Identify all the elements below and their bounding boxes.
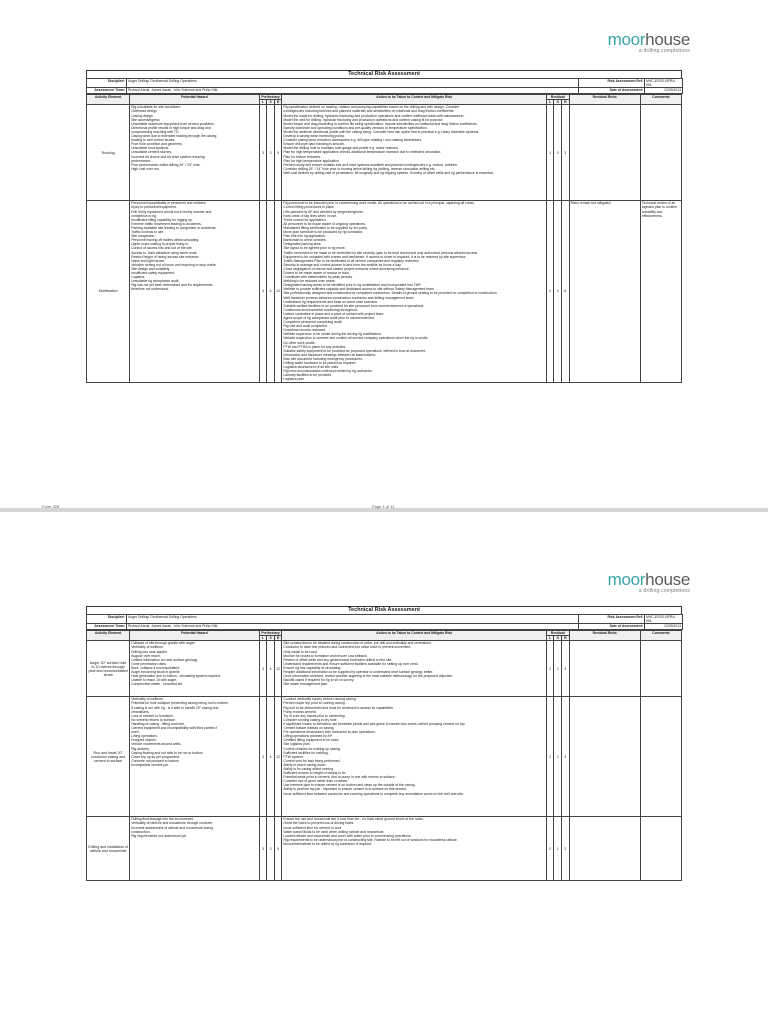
action-line: Liaison committee in place and a point of contact with project team. xyxy=(283,311,385,316)
hazard-line: Rig delivery. xyxy=(131,746,150,751)
hazard-line: Gone penetration rates. xyxy=(131,661,167,666)
hazard-line: Cement equipment and incompatibility with third parties if xyxy=(131,726,217,731)
action-line: Model the wellbore directional profile with the casing string. Consider best risk option that is practical e.g. rotary steerable systems. xyxy=(283,129,480,134)
date-value: 12/09/2013 xyxy=(645,88,683,94)
action-line: Logistics plan. xyxy=(283,377,305,382)
action-cell xyxy=(282,105,547,201)
team-value: Richard Aarde, James Aarde, John Soleman and Philip Gilk xyxy=(127,88,579,94)
action-line: Pre operations discussions with contractor to plan operations. xyxy=(283,730,376,735)
action-line: Water based fluids to be used when drilling rathole and mousehole. xyxy=(283,829,385,834)
logo-tagline: a drilling.completions xyxy=(638,48,690,54)
action-line: Plan for friction reducers. xyxy=(283,154,322,159)
hazard-cell xyxy=(130,105,260,201)
action-line: Loaded rathole and mousehole and cover with water prior to commencing operations. xyxy=(283,833,412,838)
action-line: Pump excess cement. xyxy=(283,709,317,714)
action-line: All personnel to be made aware of ongoing operations. xyxy=(283,221,366,226)
action-line: Plan rifle into rig application. xyxy=(283,234,326,239)
action-line: Consider use of grout rather than concrete. xyxy=(283,779,349,784)
col-s: S xyxy=(554,636,562,641)
action-line: Develop a casing wear monitoring policy. xyxy=(283,134,345,139)
sheet-title: Technical Risk Assessment xyxy=(86,606,682,614)
action-line: Conduct verticality survey before running casing. xyxy=(283,697,357,702)
residual-r: 2 xyxy=(562,817,570,881)
col-r: R xyxy=(562,636,570,641)
action-line: Conductor to have line reduced and connected into cellar base to prevent movement. xyxy=(283,645,412,650)
hazard-line: centralisers. xyxy=(131,709,150,714)
col-s: S xyxy=(554,100,562,105)
col-hazard: Potential Hazard xyxy=(130,95,260,105)
hazard-line: Noise and light issues. xyxy=(131,258,166,263)
hazard-line: Drilling fluid leakage into the environment. xyxy=(131,817,195,822)
hazard-line: Casing wear due to extended reading through the casing xyxy=(131,134,217,139)
hazard-cell xyxy=(130,641,260,697)
action-line: Sufficient facilities for welding. xyxy=(283,750,329,755)
action-line: Site logistics plan. xyxy=(283,742,311,747)
page-1 xyxy=(0,0,768,508)
logo-brand-b: house xyxy=(645,570,690,589)
action-line: Designated hauling areas to be identified prior to rig mobilisation and incorporated into TMP. xyxy=(283,283,422,288)
hazard-line: Verticality of rat/hole and mousehole through concrete. xyxy=(131,821,214,826)
col-r: R xyxy=(562,100,570,105)
action-line: Well cost defined by drilling rate of penetration, bit longevity and rig tripping speeds. Scrutiny of offset wells and rig performance is essential. xyxy=(283,170,494,175)
prelim-s: 3 xyxy=(267,817,275,881)
logo-brand-a: moor xyxy=(607,30,646,49)
action-line: Ensure the use and mousehole are a cost than 4m - no thick stone ground levels of the rocks. xyxy=(283,817,424,822)
hazard-line: Incorrect assessment of rathole and mousehole during xyxy=(131,825,213,830)
residual-risks-cell xyxy=(569,697,640,817)
comments-cell xyxy=(640,105,681,201)
risk-sheet-2 xyxy=(86,606,682,881)
action-line: Designated parking area. xyxy=(283,242,322,247)
action-line: Competent personnel completing audit. xyxy=(283,320,343,325)
ref-value: MHC-ESSO-BPRA-001 xyxy=(645,615,683,624)
hazard-line: If casing is run with rig - is it able to handle 20" casing and xyxy=(131,705,219,710)
logo-brand-b: house xyxy=(645,30,690,49)
hazard-line: Handling of casing - lifting and men. xyxy=(131,721,186,726)
col-prelim: Preliminary xyxy=(259,631,282,636)
action-line: Ability to fix casing whilst running. xyxy=(283,766,334,771)
hazard-line: Concrete not pumped to bottom xyxy=(131,758,179,763)
action-line: Ensure drill pipe hard banding is smooth. xyxy=(283,142,345,147)
hazard-line: Upper mast rotating to proper fixing in. xyxy=(131,242,189,247)
action-line: Model the loads for drilling, hydraulic fracturing and production operations and confirm wellhead loads with manufacturer. xyxy=(283,113,465,118)
date-label: Date of Assessment: xyxy=(579,624,645,630)
action-line: Agree scope of rig acceptance audit prior to commencement. xyxy=(283,316,376,320)
residual-r: 4 xyxy=(562,641,570,697)
col-r: R xyxy=(274,100,282,105)
moorhouse-logo xyxy=(608,572,690,594)
action-line: Rig surf to be determined and must be reviewed to assess its capabilities. xyxy=(283,705,394,710)
col-s: S xyxy=(267,636,275,641)
hazard-line: Verticality of wellbore. xyxy=(131,697,164,702)
hazard-line: Limited information on near surface geology. xyxy=(131,657,198,662)
action-line: Plan for high temperature application. xyxy=(283,158,340,163)
residual-s: 2 xyxy=(554,697,562,817)
action-line: Consider casing wear reduction accessories e.g. drill pipe rotating / non rotating centralisers. xyxy=(283,138,423,143)
residual-risks-cell xyxy=(569,105,640,201)
hazard-line: Insufficient lifting capability for rigging up. xyxy=(131,217,193,222)
activity-cell: Rocking xyxy=(87,105,130,201)
hazard-line: Site design and suitability. xyxy=(131,266,171,271)
action-line: Ensure rig has capability of circulating. xyxy=(283,665,342,670)
hazard-cell xyxy=(130,201,260,382)
ref-label: Risk Assessment Ref: xyxy=(579,79,645,88)
action-line: Lifts planned by AP and directed by sergent/engineer. xyxy=(283,209,364,214)
action-line: Coordinate with stakeholders by peak periods. xyxy=(283,275,353,280)
hazard-line: performance. xyxy=(131,158,152,163)
action-line: Mousehole/rathole to be drilled by rig contractor if required. xyxy=(283,841,372,846)
action-cell xyxy=(282,641,547,697)
risk-sheet-1 xyxy=(86,70,682,383)
action-line: Model the well for drilling, hydraulic fracturing and production operations and confirm casing fit for purpose. xyxy=(283,117,444,122)
action-line: Move plan schedule to be produced by rig contractor. xyxy=(283,230,364,235)
action-line: Consider running casing in dry hole. xyxy=(283,717,338,722)
col-l: L xyxy=(259,636,267,641)
col-actions: Action to be Taken to Control and Mitigate Risk xyxy=(282,631,547,641)
prelim-s: 4 xyxy=(267,201,275,382)
logo-brand-a: moor xyxy=(607,570,646,589)
action-line: Close segregation of rescue and station project entrance where accessing entrance. xyxy=(283,266,410,271)
action-line: If significant losses to formation use bentonite pends and pea grave to handle loss zones, before pumping cement on top. xyxy=(283,721,466,726)
hazard-line: Overhead design xyxy=(131,109,158,114)
action-line: Security to manage and control access to and from the wellsite as hours a day. xyxy=(283,262,402,267)
team-value: Richard Aarde, James Aarde, John Soleman and Philip Gilk xyxy=(127,624,579,630)
hazard-line: Poor performance whilst drilling 26" / 24" hole. xyxy=(131,162,201,167)
hazard-line: Rig unsuitable for site conditions: xyxy=(131,105,181,110)
action-line: Ability to reach casing down. xyxy=(283,762,327,767)
residual-s: 3 xyxy=(554,105,562,201)
action-line: Correct lifting procedures in place. xyxy=(283,205,335,210)
hazard-line: Auger becoming stuck in granite. xyxy=(131,670,181,675)
hazard-line: Unsuitable mud systems. xyxy=(131,146,170,151)
discipline-value: Auger Drilling/ Geothermal Drilling Operations xyxy=(127,615,579,624)
action-line: Correct vent for task being performed. xyxy=(283,758,341,763)
activity-cell: Drilling and installation of rathole and mousehole xyxy=(87,817,130,881)
col-actions: Action to be Taken to Control and Mitigate Risk xyxy=(282,95,547,105)
activity-cell: Auger 30" surface hole to 10 metres through peat and unconsolidated strata xyxy=(87,641,130,697)
col-s: S xyxy=(267,100,275,105)
prelim-s: 4 xyxy=(267,697,275,817)
col-l: L xyxy=(546,100,554,105)
prelim-r: 12 xyxy=(274,201,282,382)
hazard-line: Control of access into and out of the site. xyxy=(131,246,193,251)
hazard-line: Unsuitable cement slurries. xyxy=(131,150,173,155)
logo-tagline: a drilling.completions xyxy=(638,588,690,594)
hazard-line: Restrict height of heavy access site entrance. xyxy=(131,254,200,259)
hazard-line: Verticality of wellbore. xyxy=(131,645,164,650)
ref-value: MHC-ESSO-BPRA-001 xyxy=(645,79,683,88)
prelim-l: 3 xyxy=(259,817,267,881)
hazard-line: Loss of cement to formation. xyxy=(131,713,174,718)
hazard-line: Unsuitable downhole equipment from service providers. xyxy=(131,121,215,126)
hazard-line: Incorrect bit choice and bit drive system reducing xyxy=(131,154,205,159)
header-table xyxy=(86,614,683,630)
action-line: No other work onsite. xyxy=(283,340,316,345)
residual-risks-cell: Risks remain but mitigated xyxy=(569,201,640,382)
action-line: Downtime records reviewed. xyxy=(283,328,327,333)
action-line: Bow site document including emergency procedures. xyxy=(283,356,363,361)
risk-row xyxy=(87,817,682,881)
risk-rows-2 xyxy=(87,641,682,881)
hazard-line: No cement returns to surface. xyxy=(131,717,176,722)
hazard-line: High cost over run. xyxy=(131,166,160,171)
hazard-line: Unable to reach 10 with auger. xyxy=(131,678,178,683)
action-line: Review of offset wells and any geotechnical boreholes drilled on the site. xyxy=(283,657,393,662)
hazard-line: leading to well control issues. xyxy=(131,138,176,143)
action-line: PTW and PTRA in place for any activities. xyxy=(283,344,347,349)
hazard-line: Casing design xyxy=(131,113,153,118)
action-line: Understand rig requirements and base on worst case scenario. xyxy=(283,299,378,304)
action-line: Site layout to be agreed prior to rig move. xyxy=(283,246,346,251)
hazard-line: Directional profile results in high torque and drag and xyxy=(131,125,211,130)
action-line: Ability to perform top job - important to ensure cement is to surface on this section. xyxy=(283,787,408,792)
action-line: Traffic Management Plan to be distributed to all service companies and regularly reviewed. xyxy=(283,258,420,263)
action-line: Lifting operations planned by AP. xyxy=(283,734,333,739)
prelim-l: 3 xyxy=(259,201,267,382)
action-line: Continuous environmental monitoring throughout. xyxy=(283,307,358,312)
hazard-line: Parking available site leading to congestion or accidents. xyxy=(131,225,217,230)
hazard-line: compromising reaching well TD. xyxy=(131,129,180,134)
activity-cell: Run and instal 20" conductor casing and cement to surface xyxy=(87,697,130,817)
col-residual: Residual xyxy=(546,95,569,100)
residual-r: 3 xyxy=(562,105,570,201)
col-prelim: Preliminary xyxy=(259,95,282,100)
action-line: Maintained lifting certificates to be supplied by 3rd party. xyxy=(283,225,368,230)
comments-cell: Technical review of all logistics plan to confirm suitability and effectiveness. xyxy=(640,201,681,382)
hazard-line: Construction waste - Unsorted silt. xyxy=(131,682,183,687)
action-line: Great the holes to prevent loss of driving fluids. xyxy=(283,821,355,826)
col-activity: Activity Element xyxy=(87,631,130,641)
hazard-line: Heat generation due to friction - circulating system required. xyxy=(131,674,221,679)
col-residual: Residual xyxy=(546,631,569,636)
risk-rows-1 xyxy=(87,105,682,382)
ref-label: Risk Assessment Ref: xyxy=(579,615,645,624)
hazard-line: used. xyxy=(131,730,140,735)
action-line: Information and handover meetings between all stakeholders. xyxy=(283,352,376,357)
hazard-line: Rig has not yet been determined and it's requirements xyxy=(131,283,213,288)
team-label: Assessment Team: xyxy=(87,88,127,94)
action-line: Rig personnel to be inducted prior to commencing work onsite. All operations to be carried out in a principal, capturing all crews. xyxy=(283,201,475,206)
hazard-line: completion to rig. xyxy=(131,213,158,218)
hazard-line: Injury to personnel/equipment. xyxy=(131,205,177,210)
moorhouse-logo xyxy=(608,32,690,54)
hazard-line: Cover trip up as per programme. xyxy=(131,754,181,759)
hazard-line: Vehicle movements around wells. xyxy=(131,742,182,747)
sheet-title: Technical Risk Assessment xyxy=(86,70,682,78)
hazard-line: Access to, build attractive using same route. xyxy=(131,250,198,255)
hazard-line: Drill /Kelly equipment arrival not in timely manner and xyxy=(131,209,212,214)
hazard-line: Collapse of site through granite with auger. xyxy=(131,641,196,646)
action-line: Site construction to be detailed during construction of cellar, pre drill and verticality and centralised. xyxy=(283,641,432,646)
action-line: Issue sufficient time for cement to cure. xyxy=(283,825,343,830)
residual-l: 2 xyxy=(546,817,554,881)
hazard-line: therefore not understood. xyxy=(131,287,170,292)
action-line: Perform wiper trip prior to running casing. xyxy=(283,701,346,706)
risk-row xyxy=(87,641,682,697)
col-residual-risks: Residual Risks xyxy=(569,95,640,105)
action-line: Potential weak point in cement. Aim to pump in one with returns to surface. xyxy=(283,775,396,780)
date-label: Date of Assessment: xyxy=(579,88,645,94)
col-activity: Activity Element xyxy=(87,95,130,105)
hazard-line: Unsuitable rig acceptance audit. xyxy=(131,279,180,284)
col-comments: Comments xyxy=(640,631,681,641)
hazard-line: Logistics. xyxy=(131,275,146,280)
action-line: Only install to be used. xyxy=(283,649,318,654)
residual-l: 1 xyxy=(546,105,554,201)
action-line: Certified lifting equipment to be used. xyxy=(283,738,340,743)
hazard-line: Incompatible cement job. xyxy=(131,762,169,767)
residual-l: 2 xyxy=(546,201,554,382)
col-l: L xyxy=(259,100,267,105)
action-line: Site professionally designed and constructed by competent contractors. Details of ground seating to be provided on completion of construction. xyxy=(283,291,498,296)
prelim-r: 12 xyxy=(274,697,282,817)
residual-s: 1 xyxy=(554,817,562,881)
discipline-label: Discipline: xyxy=(87,615,127,624)
footer-form: Form 326 xyxy=(42,504,60,509)
action-line: Rig requirements to be understood prior to constructing site. Rathole to be left out of windows for mouseless rathole. xyxy=(283,837,458,842)
hazard-line: Poor hole condition and geometry. xyxy=(131,142,183,147)
action-line: Rig visit and audit completed. xyxy=(283,324,328,329)
action-line: Suitable safety equipment to be provided for proposed operations, defined in bow at document. xyxy=(283,348,426,353)
team-label: Assessment Team: xyxy=(87,624,127,630)
prelim-l: 3 xyxy=(259,105,267,201)
risk-row xyxy=(87,697,682,817)
discipline-label: Discipline: xyxy=(87,79,127,88)
action-line: Backfill cased if required for rig to sit on survey. xyxy=(283,678,355,683)
hazard-line: Potential for hole collapse preventing casing being run to bottom. xyxy=(131,701,229,706)
action-line: Laundry facilities to be provided. xyxy=(283,373,333,378)
hazard-line: Bore, collapse if unconsolidated. xyxy=(131,665,181,670)
action-line: Traffic movement to be made to be controlled by site security, gate to be kept closed and only authorised persons allowed access. xyxy=(283,250,479,255)
col-residual-risks: Residual Risks xyxy=(569,631,640,641)
action-cell xyxy=(282,697,547,817)
header-table xyxy=(86,78,683,94)
hazard-line: Site congestion. xyxy=(131,234,156,239)
hazard-line: Rig requirements not understood yet. xyxy=(131,833,187,838)
col-hazard: Potential Hazard xyxy=(130,631,260,641)
hazard-cell xyxy=(130,697,260,817)
action-line: Site waste management plan. xyxy=(283,682,329,687)
hazard-line: Casing floating and not able to be run to bottom. xyxy=(131,750,204,755)
residual-risks-cell xyxy=(569,641,640,697)
action-line: Rig specification defined on loading, rotation and pumping capabilities based on the drilling and well design. Consider xyxy=(283,105,460,110)
prelim-r: 12 xyxy=(274,641,282,697)
residual-s: 2 xyxy=(554,641,562,697)
hazard-line: Dropped objects. xyxy=(131,738,157,743)
prelim-s: 4 xyxy=(267,641,275,697)
prelim-l: 3 xyxy=(259,641,267,697)
hazard-line: Traffic controls to site. xyxy=(131,230,165,235)
action-line: Keep clear of tag lines when in use. xyxy=(283,213,337,218)
hazard-line: Site access/egress xyxy=(131,117,160,122)
action-line: Understand requirements and ensure sufficient facilities available for setting up over crest. xyxy=(283,661,419,666)
page-2 xyxy=(0,512,768,1024)
prelim-s: 3 xyxy=(267,105,275,201)
risk-row xyxy=(87,105,682,201)
action-cell xyxy=(282,817,547,881)
action-line: Issue sufficient time between conductor and reaming operations to complete any remediation works on the well and site. xyxy=(283,791,464,796)
action-line: Drivers to be made aware of rescue or train. xyxy=(283,270,350,275)
residual-s: 3 xyxy=(554,201,562,382)
action-line: Cement basket instead on casing. xyxy=(283,726,335,731)
action-line: Welding to be reduced over cease. xyxy=(283,279,336,284)
residual-risks-cell xyxy=(569,817,640,881)
action-line: Control vehicles for making up casing. xyxy=(283,746,341,751)
action-line: Specify downhole tool operating conditions and pre-qualify vendors to temperature specification. xyxy=(283,125,428,130)
residual-r: 4 xyxy=(562,697,570,817)
action-line: Equipment to be unloaded with cranes and banksmen. If access to tower is required, it is to be restored by site supervisor. xyxy=(283,254,467,259)
hazard-line: Insufficient safety equipment. xyxy=(131,270,176,275)
risk-table-2 xyxy=(86,630,682,881)
discipline-value: Auger Drilling/ Geothermal Drilling Operations xyxy=(127,79,579,88)
risk-row xyxy=(87,201,682,382)
action-line: Wellsite supervisor to oversee and confirm all service company operations when the rig is onsite. xyxy=(283,336,429,341)
hazard-line: Personnel injury/fatality of personnel and vehicles. xyxy=(131,201,207,206)
residual-l: 2 xyxy=(546,641,554,697)
action-line: Banksman to direct vehicles. xyxy=(283,238,327,243)
col-comments: Comments xyxy=(640,95,681,105)
residual-l: 2 xyxy=(546,697,554,817)
action-line: Sufficient access to height of casing to fix. xyxy=(283,771,347,776)
comments-cell xyxy=(640,697,681,817)
prelim-r: 9 xyxy=(274,105,282,201)
comments-cell xyxy=(640,641,681,697)
hazard-line: Personnel having off trailers whilst unloading. xyxy=(131,238,200,243)
action-line: Model the drilling hole to maintain hole gauge and profile e.g. motor reamers. xyxy=(283,146,399,151)
col-l: L xyxy=(546,636,554,641)
action-line: Try to cure any losses prior to cementing. xyxy=(283,713,346,718)
action-line: PTW system. xyxy=(283,754,304,759)
residual-r: 6 xyxy=(562,201,570,382)
prelim-r: 9 xyxy=(274,817,282,881)
action-line: Wellsite supervisor to be onsite during the driving rig mobilisation. xyxy=(283,332,382,337)
action-line: Wellsite to provide sufficient capacity and dedicated access to site without Safety Management team. xyxy=(283,287,435,292)
action-line: Suitable welfare facilities to be provided for site personnel from commencement of operations. xyxy=(283,303,425,308)
comments-cell xyxy=(640,817,681,881)
action-line: Drilling water hardware to be placed as required. xyxy=(283,361,357,366)
action-line: contingencies including turbines and planned materials and sensitivities on rotational and drag friction coefficients. xyxy=(283,109,455,114)
prelim-l: 3 xyxy=(259,697,267,817)
activity-cell: Mobilisation xyxy=(87,201,130,382)
action-line: Monitor for losses to formation and ensure Low setback. xyxy=(283,653,368,658)
col-r: R xyxy=(274,636,282,641)
hazard-line: Vehicles turning out of hours and requiring to stop onsite. xyxy=(131,262,217,267)
action-line: Plan for high temperature application checks additional temperature increase due to extended circulation. xyxy=(283,150,442,155)
hazard-line: Auguse over reach. xyxy=(131,653,161,658)
action-line: Well handover process between construction contractor and drilling management team. xyxy=(283,295,415,300)
action-line: Perform study and ensure suitable bits and drive systems available and planned contingencies e.g. motors, turbines. xyxy=(283,162,458,167)
hazard-line: Extreme traffic movement leading to accidents. xyxy=(131,221,202,226)
action-line: Model torque and drag modelling to confirm tile string specification. Include sensitivities on rotational and drag friction coefficients. xyxy=(283,121,478,126)
action-line: Three correct for application. xyxy=(283,217,327,222)
hazard-line: Lifting operations. xyxy=(131,734,158,739)
action-line: Consider drilling 26" / 24" hole prior to moving arrive drilling rig (drilling, reverse circulation drilling etc. xyxy=(283,166,436,171)
action-line: Logistics assessment of all site units. xyxy=(283,365,339,370)
action-line: Require additional information to be supplied by operator to understand near surface geology better. xyxy=(283,670,434,675)
footer-page: Page 1 of 11 xyxy=(372,504,395,509)
date-value: 12/09/2013 xyxy=(645,624,683,630)
action-line: Use tremmie pipe to ensure cement is on bottom and clean up the outside of the casing. xyxy=(283,783,416,788)
risk-table-1 xyxy=(86,94,682,382)
action-line: Once information received, review whether augering is the most suitable methodology for the proposed objective. xyxy=(283,674,454,679)
action-line: Rig crew accommodation criteria provided by rig contractor. xyxy=(283,369,373,374)
hazard-line: Drilling into near aquifer. xyxy=(131,649,168,654)
action-cell xyxy=(282,201,547,382)
hazard-cell xyxy=(130,817,260,881)
hazard-line: construction. xyxy=(131,829,151,834)
